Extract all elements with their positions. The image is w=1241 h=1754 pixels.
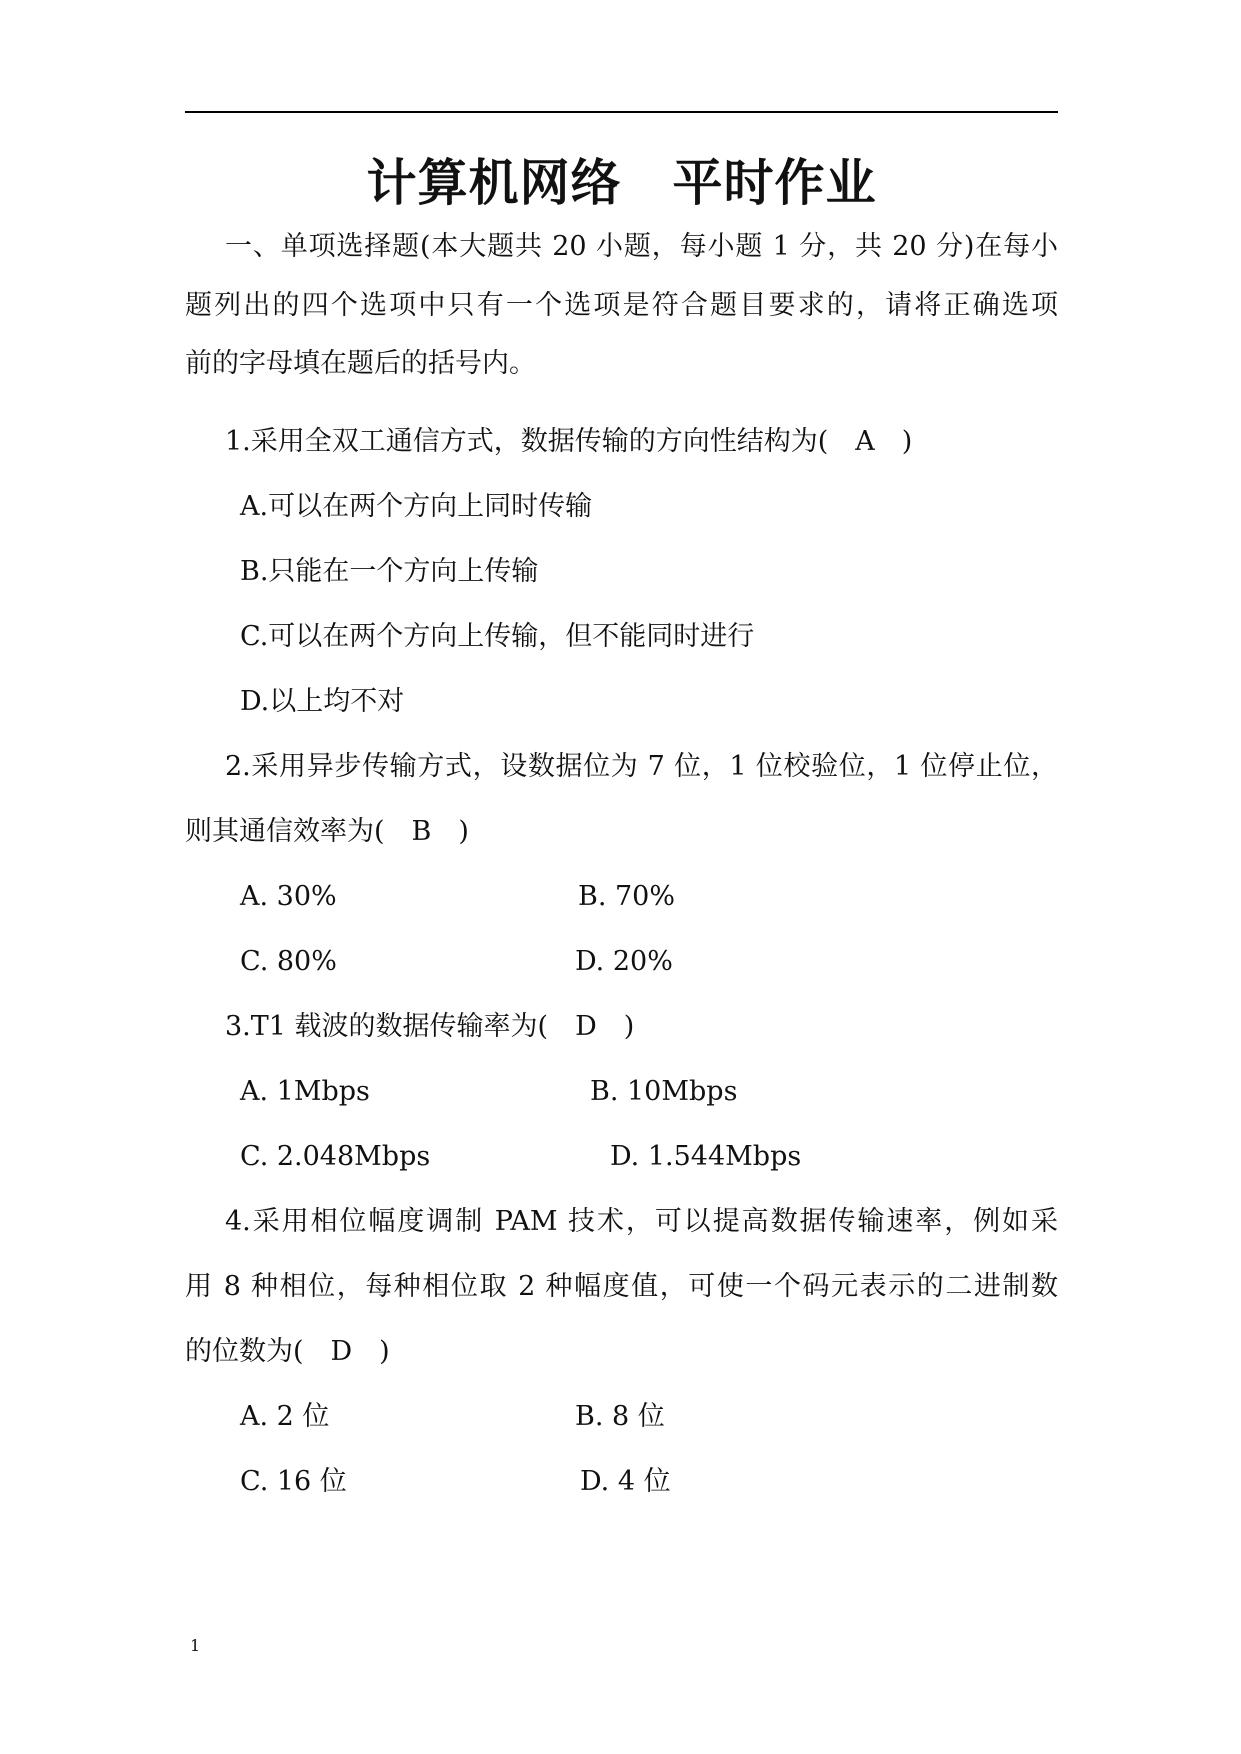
question-2-option-b: B. 70% xyxy=(578,881,676,912)
question-1-option-d: D.以上均不对 xyxy=(240,686,405,717)
question-1-option-a: A.可以在两个方向上同时传输 xyxy=(240,491,593,522)
question-2-option-a: A. 30% xyxy=(240,881,337,912)
question-2-stem-line-1: 2.采用异步传输方式，设数据位为 7 位，1 位校验位，1 位停止位， xyxy=(225,751,1058,782)
question-3-option-c: C. 2.048Mbps xyxy=(240,1141,431,1172)
question-1-stem: 1.采用全双工通信方式，数据传输的方向性结构为( A ) xyxy=(225,426,913,457)
question-1-option-b: B.只能在一个方向上传输 xyxy=(240,556,539,587)
question-4-stem-line-2: 用 8 种相位，每种相位取 2 种幅度值，可使一个码元表示的二进制数 xyxy=(185,1271,1058,1302)
page-number: 1 xyxy=(190,1636,201,1655)
question-2-stem-line-2: 则其通信效率为( B ) xyxy=(185,816,469,847)
section-intro-line-3: 前的字母填在题后的括号内。 xyxy=(185,348,536,379)
header-rule xyxy=(185,111,1058,113)
question-4-option-b: B. 8 位 xyxy=(575,1401,665,1432)
question-2-option-d: D. 20% xyxy=(575,946,673,977)
question-4-option-c: C. 16 位 xyxy=(240,1466,347,1497)
section-intro-line-2: 题列出的四个选项中只有一个选项是符合题目要求的，请将正确选项 xyxy=(185,290,1058,321)
question-4-stem-line-1: 4.采用相位幅度调制 PAM 技术，可以提高数据传输速率，例如采 xyxy=(225,1206,1058,1237)
question-4-option-d: D. 4 位 xyxy=(580,1466,671,1497)
question-3-option-d: D. 1.544Mbps xyxy=(610,1141,802,1172)
question-4-option-a: A. 2 位 xyxy=(240,1401,330,1432)
question-3-option-a: A. 1Mbps xyxy=(240,1076,370,1107)
question-3-stem: 3.T1 载波的数据传输率为( D ) xyxy=(225,1011,635,1042)
question-3-option-b: B. 10Mbps xyxy=(590,1076,738,1107)
page-title: 计算机网络 平时作业 xyxy=(366,154,877,212)
question-2-option-c: C. 80% xyxy=(240,946,337,977)
question-1-option-c: C.可以在两个方向上传输，但不能同时进行 xyxy=(240,621,755,652)
section-intro-line-1: 一、单项选择题(本大题共 20 小题，每小题 1 分，共 20 分)在每小 xyxy=(225,231,1058,262)
question-4-stem-line-3: 的位数为( D ) xyxy=(185,1336,390,1367)
